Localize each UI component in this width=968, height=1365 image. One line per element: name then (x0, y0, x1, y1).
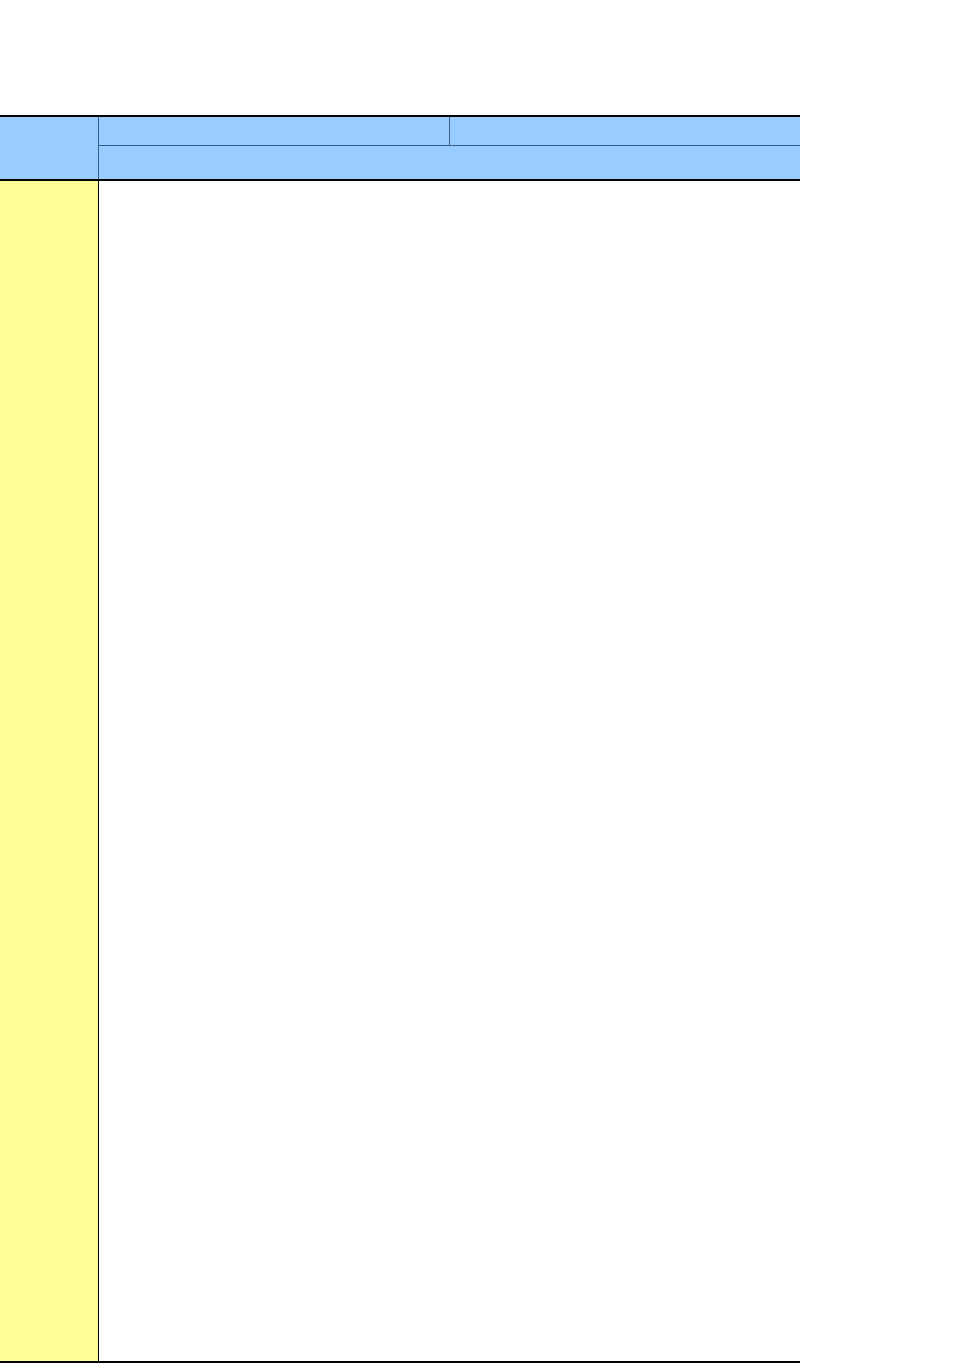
bottom-rule (0, 1361, 800, 1363)
data-table (0, 115, 800, 1363)
region-column (0, 180, 99, 1363)
table-header (0, 115, 800, 180)
top-rule (0, 115, 800, 117)
region-header (0, 115, 99, 180)
header-rule (0, 179, 800, 181)
gdp-group-header (99, 115, 450, 146)
index-group-header (450, 115, 800, 146)
